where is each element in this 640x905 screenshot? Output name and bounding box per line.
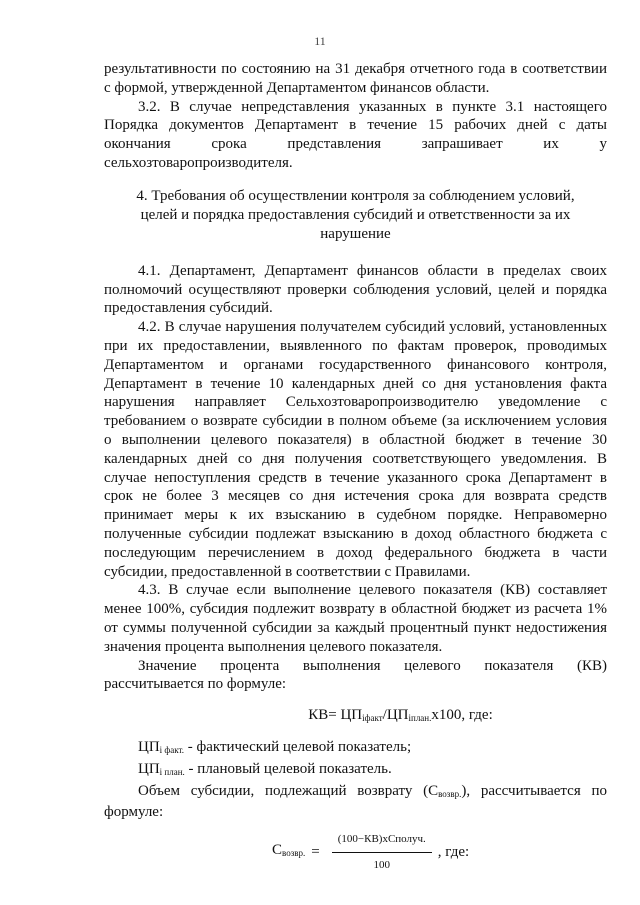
- definition-fact-sub: i факт.: [159, 744, 185, 755]
- definition-plan-sub: i план.: [159, 766, 185, 777]
- definition-plan-text: - плановый целевой показатель.: [184, 760, 392, 777]
- formula-definitions: [104, 738, 607, 782]
- definition-plan: [104, 760, 607, 782]
- formula-refund: [104, 830, 607, 875]
- page-number: 11: [314, 34, 326, 48]
- paragraph-3-2-end: сельхозтоваропроизводителя.: [104, 154, 293, 171]
- formula-kv-sub-fact: iфакт: [362, 713, 383, 724]
- definition-fact-symbol: ЦП: [138, 738, 160, 755]
- formula-refund-numerator: (100−КВ)хСполуч.: [332, 830, 432, 853]
- formula-kv-lhs: КВ= ЦП: [308, 707, 363, 724]
- paragraph-kv-formula-intro: рассчитывается по формуле:: [104, 676, 287, 693]
- formula-refund-lhs: [272, 841, 305, 863]
- paragraph-volume: [104, 782, 607, 823]
- section-title-line-1: 4. Требования об осуществлении контроля за соблюдением условий,: [136, 187, 575, 204]
- formula-kv-mid: /ЦП: [382, 707, 409, 724]
- paragraph-volume-start: Объем субсидии, подлежащий возврату (С: [138, 782, 439, 799]
- paragraph-4-3: 4.3. В случае если выполнение целевого показателя (КВ) составляет менее 100%, субсидия подлежит возврату в областной бюджет из расчета 1% от суммы полученной субсидии за каждый процентный пункт недостижения значения процента выполнения целевого показателя.: [104, 582, 607, 655]
- section-title-line-3: нарушение: [320, 225, 391, 242]
- paragraph-volume-sub: возвр.: [438, 788, 462, 799]
- definition-fact: [104, 738, 607, 760]
- definition-fact-text: - фактический целевой показатель;: [184, 738, 412, 755]
- document-body: [104, 60, 607, 875]
- paragraph-volume-end: ), рассчитывается по формуле:: [104, 782, 607, 821]
- definition-plan-symbol: ЦП: [138, 760, 160, 777]
- formula-kv-rhs: х100, где:: [431, 707, 493, 724]
- formula-refund-fraction: [332, 830, 432, 875]
- paragraph-continuation: результативности по состоянию на 31 декабря отчетного года в соответствии с формой, утвержденной Департаментом финансов области.: [104, 61, 607, 96]
- paragraph-4-2: 4.2. В случае нарушения получателем субсидий условий, установленных при их предоставлении, выявленного по фактам проверок, проводимых Департаментом и органами государственного финансового контроля, Департамент в течение 10 календарных дней со дня установления факта нарушения направляет Сельхозтоваропроизводителю уведомление с требованием о возврате субсидии в полном объеме (за исключением условия о выполнении целевого показателя) в областной бюджет в течение 30 календарных дней со дня получения соответствующего уведомления. В случае непоступления средств в течение указанного срока Департамент в срок не более 3 месяцев со дня истечения срока для возврата средств принимает меры к их взысканию в судебном порядке. Неправомерно полученные субсидии подлежат взысканию в доход областного бюджета с последующим перечислением в доход федерального бюджета в части субсидии, предоставленной в соответствии с Правилами.: [104, 319, 607, 580]
- formula-refund-tail: , где:: [437, 843, 470, 860]
- formula-kv-sub-plan: iплан.: [408, 713, 432, 724]
- formula-refund-sub: возвр.: [282, 848, 306, 859]
- section-title-line-2: целей и порядка предоставления субсидий и ответственности за их: [140, 206, 571, 223]
- formula-refund-equals: =: [311, 843, 320, 860]
- formula-refund-denominator: 100: [373, 858, 391, 871]
- paragraph-kv-value: Значение процента выполнения целевого показателя (КВ): [138, 657, 607, 674]
- formula-kv: [104, 706, 607, 728]
- paragraph-3-2: 3.2. В случае непредставления указанных в пункте 3.1 настоящего Порядка документов Департамент в течение 15 рабочих дней с даты окончания срока представления запрашивает их у: [104, 98, 607, 153]
- formula-refund-symbol: С: [272, 842, 283, 859]
- paragraph-4-1: 4.1. Департамент, Департамент финансов области в пределах своих полномочий осуществляют проверки соблюдения условий, целей и порядка предоставления субсидий.: [104, 262, 607, 317]
